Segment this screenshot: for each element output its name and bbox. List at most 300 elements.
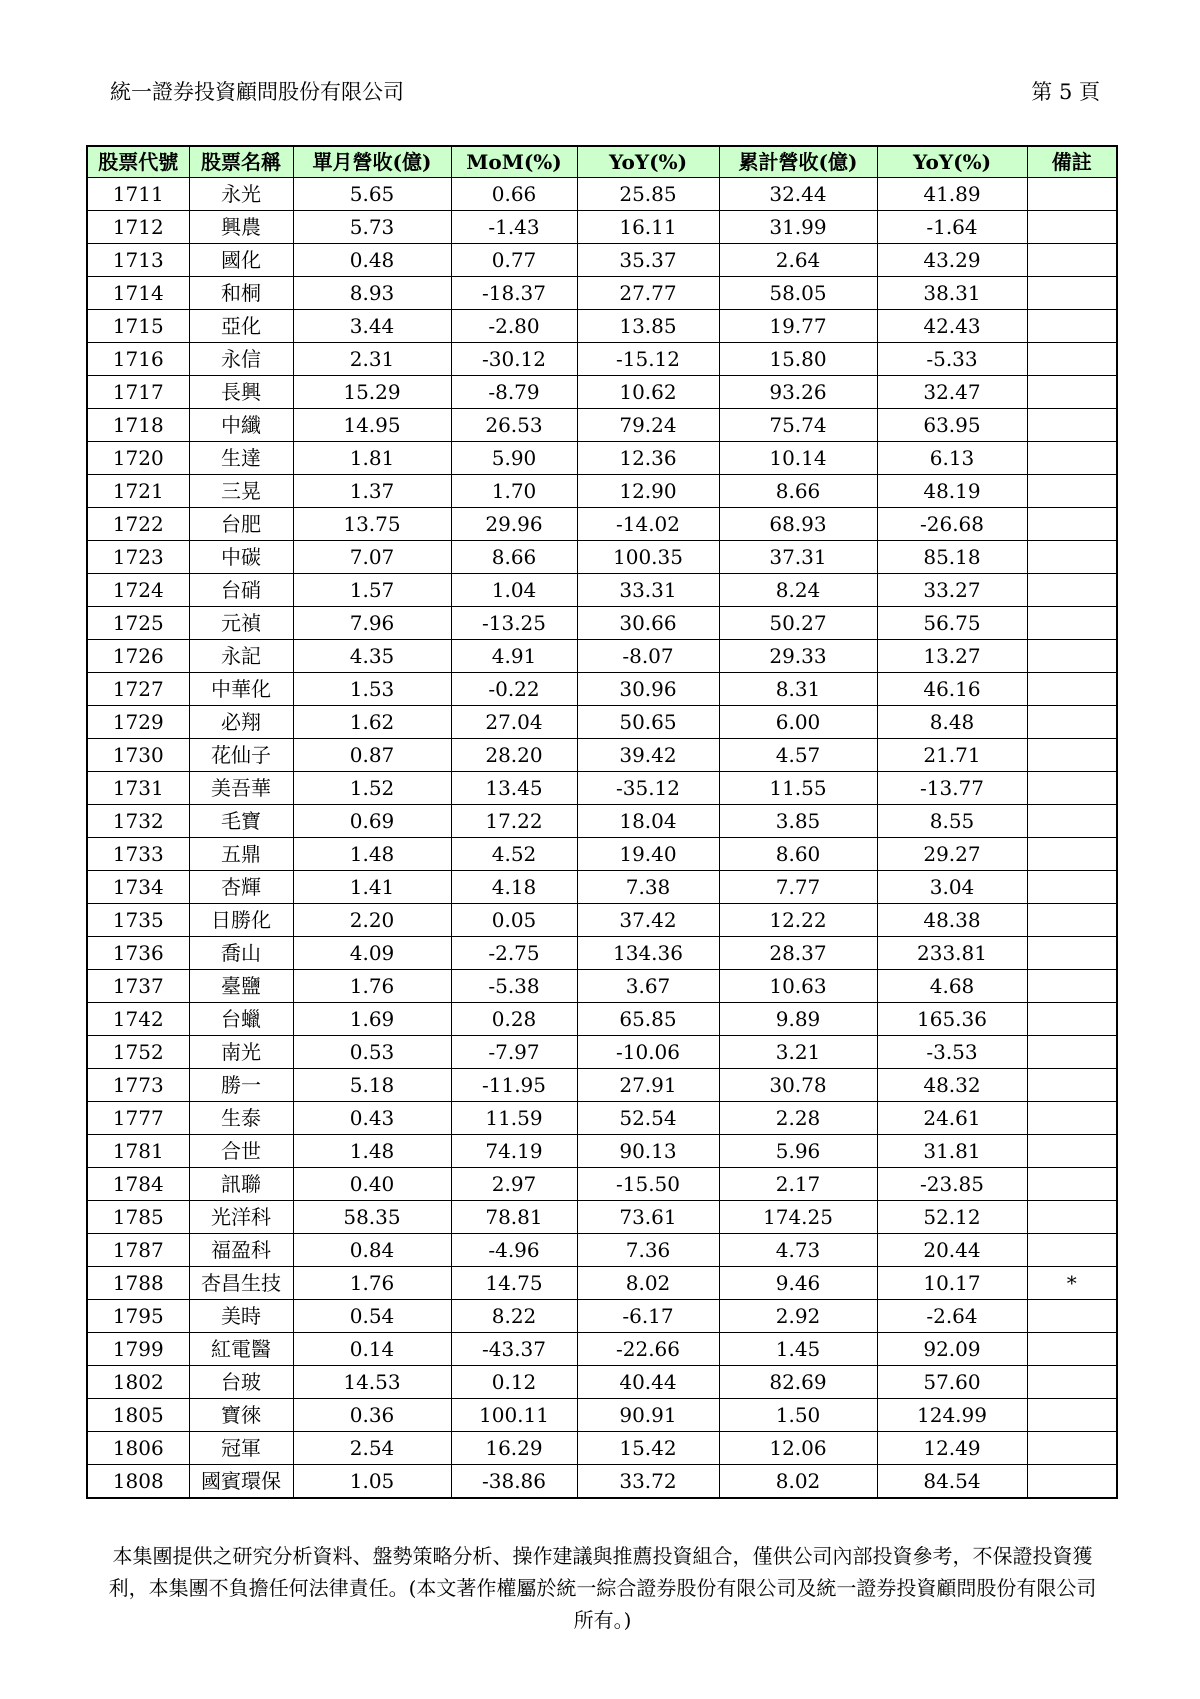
cell-cumulative-yoy: 3.04 (877, 871, 1027, 904)
cell-monthly-revenue: 1.53 (293, 673, 451, 706)
page-header (110, 76, 1100, 106)
cell-monthly-revenue: 1.05 (293, 1465, 451, 1499)
cell-code: 1805 (87, 1399, 189, 1432)
table-row (87, 673, 1117, 706)
cell-yoy: 8.02 (577, 1267, 719, 1300)
cell-name: 國化 (189, 244, 293, 277)
cell-mom: 2.97 (451, 1168, 577, 1201)
cell-mom: 0.05 (451, 904, 577, 937)
cell-cumulative-revenue: 29.33 (719, 640, 877, 673)
cell-yoy: -35.12 (577, 772, 719, 805)
col-header-code: 股票代號 (87, 146, 189, 178)
cell-mom: -4.96 (451, 1234, 577, 1267)
cell-code: 1784 (87, 1168, 189, 1201)
revenue-table (86, 145, 1118, 1499)
cell-yoy: 79.24 (577, 409, 719, 442)
cell-mom: -5.38 (451, 970, 577, 1003)
cell-mom: 14.75 (451, 1267, 577, 1300)
table-row (87, 607, 1117, 640)
cell-cumulative-revenue: 2.28 (719, 1102, 877, 1135)
cell-cumulative-revenue: 7.77 (719, 871, 877, 904)
table-row (87, 244, 1117, 277)
cell-code: 1737 (87, 970, 189, 1003)
cell-yoy: 27.91 (577, 1069, 719, 1102)
cell-cumulative-revenue: 68.93 (719, 508, 877, 541)
cell-code: 1722 (87, 508, 189, 541)
cell-cumulative-revenue: 6.00 (719, 706, 877, 739)
table-row (87, 574, 1117, 607)
cell-monthly-revenue: 3.44 (293, 310, 451, 343)
cell-name: 國賓環保 (189, 1465, 293, 1499)
table-row (87, 1333, 1117, 1366)
cell-name: 三晃 (189, 475, 293, 508)
col-header-cumulative-revenue: 累計營收(億) (719, 146, 877, 178)
cell-mom: -30.12 (451, 343, 577, 376)
cell-remark (1027, 442, 1117, 475)
cell-mom: 74.19 (451, 1135, 577, 1168)
cell-monthly-revenue: 5.65 (293, 178, 451, 211)
cell-code: 1729 (87, 706, 189, 739)
cell-yoy: -6.17 (577, 1300, 719, 1333)
cell-name: 寶徠 (189, 1399, 293, 1432)
cell-cumulative-yoy: 13.27 (877, 640, 1027, 673)
cell-mom: -2.75 (451, 937, 577, 970)
cell-cumulative-revenue: 11.55 (719, 772, 877, 805)
cell-code: 1716 (87, 343, 189, 376)
cell-code: 1781 (87, 1135, 189, 1168)
cell-mom: 100.11 (451, 1399, 577, 1432)
cell-mom: 0.66 (451, 178, 577, 211)
cell-remark (1027, 1399, 1117, 1432)
cell-cumulative-revenue: 2.92 (719, 1300, 877, 1333)
cell-code: 1742 (87, 1003, 189, 1036)
cell-yoy: 18.04 (577, 805, 719, 838)
cell-code: 1808 (87, 1465, 189, 1499)
cell-cumulative-revenue: 8.24 (719, 574, 877, 607)
cell-cumulative-revenue: 5.96 (719, 1135, 877, 1168)
table-row (87, 739, 1117, 772)
cell-yoy: -14.02 (577, 508, 719, 541)
cell-code: 1723 (87, 541, 189, 574)
cell-cumulative-revenue: 8.31 (719, 673, 877, 706)
cell-remark (1027, 607, 1117, 640)
cell-monthly-revenue: 0.53 (293, 1036, 451, 1069)
cell-cumulative-revenue: 12.06 (719, 1432, 877, 1465)
table-row (87, 178, 1117, 211)
cell-code: 1721 (87, 475, 189, 508)
cell-name: 美時 (189, 1300, 293, 1333)
cell-cumulative-yoy: 48.32 (877, 1069, 1027, 1102)
cell-cumulative-revenue: 3.85 (719, 805, 877, 838)
cell-name: 中華化 (189, 673, 293, 706)
cell-remark (1027, 805, 1117, 838)
cell-name: 毛寶 (189, 805, 293, 838)
cell-name: 勝一 (189, 1069, 293, 1102)
cell-cumulative-yoy: 52.12 (877, 1201, 1027, 1234)
cell-mom: -8.79 (451, 376, 577, 409)
cell-cumulative-revenue: 8.60 (719, 838, 877, 871)
cell-remark (1027, 970, 1117, 1003)
cell-cumulative-yoy: 32.47 (877, 376, 1027, 409)
cell-mom: -43.37 (451, 1333, 577, 1366)
cell-yoy: 7.38 (577, 871, 719, 904)
cell-monthly-revenue: 7.96 (293, 607, 451, 640)
cell-code: 1717 (87, 376, 189, 409)
company-name: 統一證券投資顧問股份有限公司 (110, 80, 404, 104)
cell-cumulative-revenue: 75.74 (719, 409, 877, 442)
cell-name: 必翔 (189, 706, 293, 739)
cell-remark (1027, 475, 1117, 508)
cell-yoy: 50.65 (577, 706, 719, 739)
cell-name: 紅電醫 (189, 1333, 293, 1366)
cell-cumulative-revenue: 2.64 (719, 244, 877, 277)
table-row (87, 1234, 1117, 1267)
table-row (87, 1366, 1117, 1399)
cell-cumulative-yoy: 124.99 (877, 1399, 1027, 1432)
cell-cumulative-yoy: -3.53 (877, 1036, 1027, 1069)
cell-code: 1785 (87, 1201, 189, 1234)
cell-code: 1711 (87, 178, 189, 211)
cell-cumulative-yoy: -26.68 (877, 508, 1027, 541)
cell-cumulative-revenue: 9.89 (719, 1003, 877, 1036)
cell-code: 1732 (87, 805, 189, 838)
cell-cumulative-yoy: 12.49 (877, 1432, 1027, 1465)
cell-mom: -0.22 (451, 673, 577, 706)
cell-remark (1027, 937, 1117, 970)
cell-yoy: 90.13 (577, 1135, 719, 1168)
cell-monthly-revenue: 2.20 (293, 904, 451, 937)
cell-yoy: 134.36 (577, 937, 719, 970)
cell-yoy: 12.36 (577, 442, 719, 475)
table-row (87, 1267, 1117, 1300)
cell-remark (1027, 211, 1117, 244)
table-row (87, 805, 1117, 838)
cell-name: 福盈科 (189, 1234, 293, 1267)
cell-name: 中碳 (189, 541, 293, 574)
cell-remark (1027, 772, 1117, 805)
cell-remark (1027, 1333, 1117, 1366)
cell-cumulative-revenue: 50.27 (719, 607, 877, 640)
cell-yoy: 73.61 (577, 1201, 719, 1234)
cell-monthly-revenue: 5.18 (293, 1069, 451, 1102)
cell-cumulative-yoy: 165.36 (877, 1003, 1027, 1036)
cell-monthly-revenue: 15.29 (293, 376, 451, 409)
cell-cumulative-yoy: 48.38 (877, 904, 1027, 937)
cell-yoy: 30.66 (577, 607, 719, 640)
table-row (87, 838, 1117, 871)
cell-cumulative-revenue: 93.26 (719, 376, 877, 409)
cell-code: 1795 (87, 1300, 189, 1333)
cell-remark (1027, 574, 1117, 607)
cell-yoy: 3.67 (577, 970, 719, 1003)
cell-cumulative-revenue: 82.69 (719, 1366, 877, 1399)
cell-name: 興農 (189, 211, 293, 244)
cell-monthly-revenue: 14.53 (293, 1366, 451, 1399)
cell-cumulative-revenue: 15.80 (719, 343, 877, 376)
cell-monthly-revenue: 0.84 (293, 1234, 451, 1267)
cell-mom: 4.52 (451, 838, 577, 871)
cell-remark (1027, 1234, 1117, 1267)
cell-cumulative-yoy: 8.55 (877, 805, 1027, 838)
cell-yoy: 15.42 (577, 1432, 719, 1465)
cell-cumulative-revenue: 19.77 (719, 310, 877, 343)
cell-mom: 4.18 (451, 871, 577, 904)
table-row (87, 277, 1117, 310)
cell-cumulative-revenue: 58.05 (719, 277, 877, 310)
cell-mom: 0.28 (451, 1003, 577, 1036)
cell-yoy: -10.06 (577, 1036, 719, 1069)
cell-monthly-revenue: 1.48 (293, 1135, 451, 1168)
cell-yoy: 35.37 (577, 244, 719, 277)
cell-yoy: 100.35 (577, 541, 719, 574)
cell-mom: 13.45 (451, 772, 577, 805)
cell-cumulative-yoy: 57.60 (877, 1366, 1027, 1399)
cell-cumulative-yoy: -1.64 (877, 211, 1027, 244)
cell-code: 1727 (87, 673, 189, 706)
cell-mom: 26.53 (451, 409, 577, 442)
page-number: 第 5 頁 (1031, 80, 1100, 104)
cell-mom: -38.86 (451, 1465, 577, 1499)
col-header-yoy: YoY(%) (577, 146, 719, 178)
cell-cumulative-revenue: 12.22 (719, 904, 877, 937)
cell-code: 1735 (87, 904, 189, 937)
table-row (87, 904, 1117, 937)
cell-name: 元禎 (189, 607, 293, 640)
cell-cumulative-yoy: 48.19 (877, 475, 1027, 508)
cell-remark (1027, 1003, 1117, 1036)
cell-code: 1734 (87, 871, 189, 904)
cell-cumulative-revenue: 1.50 (719, 1399, 877, 1432)
cell-cumulative-yoy: 31.81 (877, 1135, 1027, 1168)
cell-mom: -13.25 (451, 607, 577, 640)
cell-mom: 11.59 (451, 1102, 577, 1135)
cell-cumulative-yoy: 92.09 (877, 1333, 1027, 1366)
cell-name: 台肥 (189, 508, 293, 541)
cell-code: 1714 (87, 277, 189, 310)
cell-remark (1027, 409, 1117, 442)
cell-monthly-revenue: 8.93 (293, 277, 451, 310)
cell-yoy: 33.31 (577, 574, 719, 607)
cell-yoy: 37.42 (577, 904, 719, 937)
cell-remark (1027, 838, 1117, 871)
cell-monthly-revenue: 1.76 (293, 970, 451, 1003)
cell-cumulative-revenue: 30.78 (719, 1069, 877, 1102)
cell-name: 日勝化 (189, 904, 293, 937)
cell-remark (1027, 1135, 1117, 1168)
cell-code: 1725 (87, 607, 189, 640)
cell-code: 1718 (87, 409, 189, 442)
cell-cumulative-revenue: 4.57 (719, 739, 877, 772)
cell-monthly-revenue: 0.40 (293, 1168, 451, 1201)
table-row (87, 376, 1117, 409)
cell-remark (1027, 1300, 1117, 1333)
cell-name: 生達 (189, 442, 293, 475)
cell-cumulative-revenue: 37.31 (719, 541, 877, 574)
disclaimer: 本集團提供之研究分析資料、盤勢策略分析、操作建議與推薦投資組合，僅供公司內部投資參考，不保證投資獲利，本集團不負擔任何法律責任。(本文著作權屬於統一綜合證券股份有限公司及統一證券投資顧問股份有限公司所有。) (108, 1544, 1097, 1632)
table-row (87, 508, 1117, 541)
table-row (87, 1102, 1117, 1135)
cell-yoy: 40.44 (577, 1366, 719, 1399)
col-header-cumulative-yoy: YoY(%) (877, 146, 1027, 178)
cell-yoy: 39.42 (577, 739, 719, 772)
cell-code: 1787 (87, 1234, 189, 1267)
cell-monthly-revenue: 1.52 (293, 772, 451, 805)
cell-cumulative-yoy: 24.61 (877, 1102, 1027, 1135)
cell-cumulative-revenue: 2.17 (719, 1168, 877, 1201)
table-row (87, 1465, 1117, 1499)
table-row (87, 541, 1117, 574)
cell-monthly-revenue: 1.37 (293, 475, 451, 508)
cell-code: 1713 (87, 244, 189, 277)
cell-monthly-revenue: 0.14 (293, 1333, 451, 1366)
cell-cumulative-yoy: 42.43 (877, 310, 1027, 343)
table-row (87, 1069, 1117, 1102)
cell-remark (1027, 541, 1117, 574)
cell-cumulative-revenue: 1.45 (719, 1333, 877, 1366)
cell-cumulative-yoy: 43.29 (877, 244, 1027, 277)
cell-cumulative-yoy: 233.81 (877, 937, 1027, 970)
table-row (87, 1300, 1117, 1333)
cell-mom: -7.97 (451, 1036, 577, 1069)
cell-monthly-revenue: 1.62 (293, 706, 451, 739)
cell-name: 台硝 (189, 574, 293, 607)
table-row (87, 211, 1117, 244)
cell-cumulative-revenue: 8.66 (719, 475, 877, 508)
cell-code: 1777 (87, 1102, 189, 1135)
table-row (87, 1135, 1117, 1168)
table-row (87, 871, 1117, 904)
cell-cumulative-yoy: 84.54 (877, 1465, 1027, 1499)
cell-monthly-revenue: 1.48 (293, 838, 451, 871)
col-header-remarks: 備註 (1027, 146, 1117, 178)
cell-name: 杏輝 (189, 871, 293, 904)
cell-code: 1802 (87, 1366, 189, 1399)
cell-cumulative-yoy: 4.68 (877, 970, 1027, 1003)
cell-cumulative-revenue: 28.37 (719, 937, 877, 970)
cell-monthly-revenue: 14.95 (293, 409, 451, 442)
cell-remark (1027, 1432, 1117, 1465)
cell-yoy: 65.85 (577, 1003, 719, 1036)
cell-remark (1027, 1201, 1117, 1234)
cell-cumulative-yoy: 63.95 (877, 409, 1027, 442)
cell-name: 永信 (189, 343, 293, 376)
table-row (87, 706, 1117, 739)
cell-yoy: 33.72 (577, 1465, 719, 1499)
cell-name: 生泰 (189, 1102, 293, 1135)
cell-remark (1027, 178, 1117, 211)
cell-code: 1712 (87, 211, 189, 244)
cell-remark (1027, 343, 1117, 376)
cell-cumulative-yoy: -23.85 (877, 1168, 1027, 1201)
table-row (87, 1399, 1117, 1432)
cell-cumulative-yoy: 38.31 (877, 277, 1027, 310)
cell-remark (1027, 706, 1117, 739)
cell-name: 合世 (189, 1135, 293, 1168)
cell-cumulative-revenue: 10.63 (719, 970, 877, 1003)
cell-yoy: 30.96 (577, 673, 719, 706)
cell-name: 光洋科 (189, 1201, 293, 1234)
cell-remark (1027, 1465, 1117, 1499)
cell-mom: 16.29 (451, 1432, 577, 1465)
cell-monthly-revenue: 4.09 (293, 937, 451, 970)
cell-monthly-revenue: 0.54 (293, 1300, 451, 1333)
cell-code: 1720 (87, 442, 189, 475)
cell-code: 1773 (87, 1069, 189, 1102)
cell-cumulative-revenue: 174.25 (719, 1201, 877, 1234)
cell-yoy: 52.54 (577, 1102, 719, 1135)
cell-monthly-revenue: 7.07 (293, 541, 451, 574)
cell-cumulative-yoy: 56.75 (877, 607, 1027, 640)
cell-monthly-revenue: 0.43 (293, 1102, 451, 1135)
cell-name: 和桐 (189, 277, 293, 310)
cell-monthly-revenue: 1.76 (293, 1267, 451, 1300)
cell-name: 訊聯 (189, 1168, 293, 1201)
cell-monthly-revenue: 2.31 (293, 343, 451, 376)
cell-yoy: 12.90 (577, 475, 719, 508)
cell-name: 美吾華 (189, 772, 293, 805)
cell-mom: 8.22 (451, 1300, 577, 1333)
cell-yoy: 10.62 (577, 376, 719, 409)
cell-cumulative-yoy: 33.27 (877, 574, 1027, 607)
table-row (87, 1432, 1117, 1465)
cell-cumulative-yoy: 6.13 (877, 442, 1027, 475)
cell-code: 1806 (87, 1432, 189, 1465)
cell-mom: 8.66 (451, 541, 577, 574)
cell-name: 臺鹽 (189, 970, 293, 1003)
cell-remark (1027, 508, 1117, 541)
cell-cumulative-yoy: 8.48 (877, 706, 1027, 739)
col-header-mom: MoM(%) (451, 146, 577, 178)
cell-name: 喬山 (189, 937, 293, 970)
cell-mom: 5.90 (451, 442, 577, 475)
cell-mom: 78.81 (451, 1201, 577, 1234)
cell-remark (1027, 244, 1117, 277)
cell-name: 亞化 (189, 310, 293, 343)
cell-yoy: -22.66 (577, 1333, 719, 1366)
cell-remark (1027, 739, 1117, 772)
cell-remark (1027, 310, 1117, 343)
cell-mom: -18.37 (451, 277, 577, 310)
cell-cumulative-yoy: 85.18 (877, 541, 1027, 574)
cell-yoy: 25.85 (577, 178, 719, 211)
cell-cumulative-yoy: -2.64 (877, 1300, 1027, 1333)
table-header-row (87, 146, 1117, 178)
cell-mom: 4.91 (451, 640, 577, 673)
cell-monthly-revenue: 5.73 (293, 211, 451, 244)
cell-mom: -1.43 (451, 211, 577, 244)
cell-mom: 0.77 (451, 244, 577, 277)
cell-cumulative-yoy: 46.16 (877, 673, 1027, 706)
cell-code: 1726 (87, 640, 189, 673)
cell-remark (1027, 1036, 1117, 1069)
cell-cumulative-yoy: -5.33 (877, 343, 1027, 376)
cell-yoy: 7.36 (577, 1234, 719, 1267)
cell-code: 1715 (87, 310, 189, 343)
cell-remark (1027, 1366, 1117, 1399)
cell-name: 永光 (189, 178, 293, 211)
table-row (87, 772, 1117, 805)
cell-mom: 28.20 (451, 739, 577, 772)
col-header-monthly-revenue: 單月營收(億) (293, 146, 451, 178)
cell-name: 台玻 (189, 1366, 293, 1399)
cell-yoy: 27.77 (577, 277, 719, 310)
cell-yoy: -8.07 (577, 640, 719, 673)
cell-monthly-revenue: 1.81 (293, 442, 451, 475)
table-row (87, 310, 1117, 343)
cell-yoy: -15.12 (577, 343, 719, 376)
cell-mom: -11.95 (451, 1069, 577, 1102)
cell-remark (1027, 1168, 1117, 1201)
